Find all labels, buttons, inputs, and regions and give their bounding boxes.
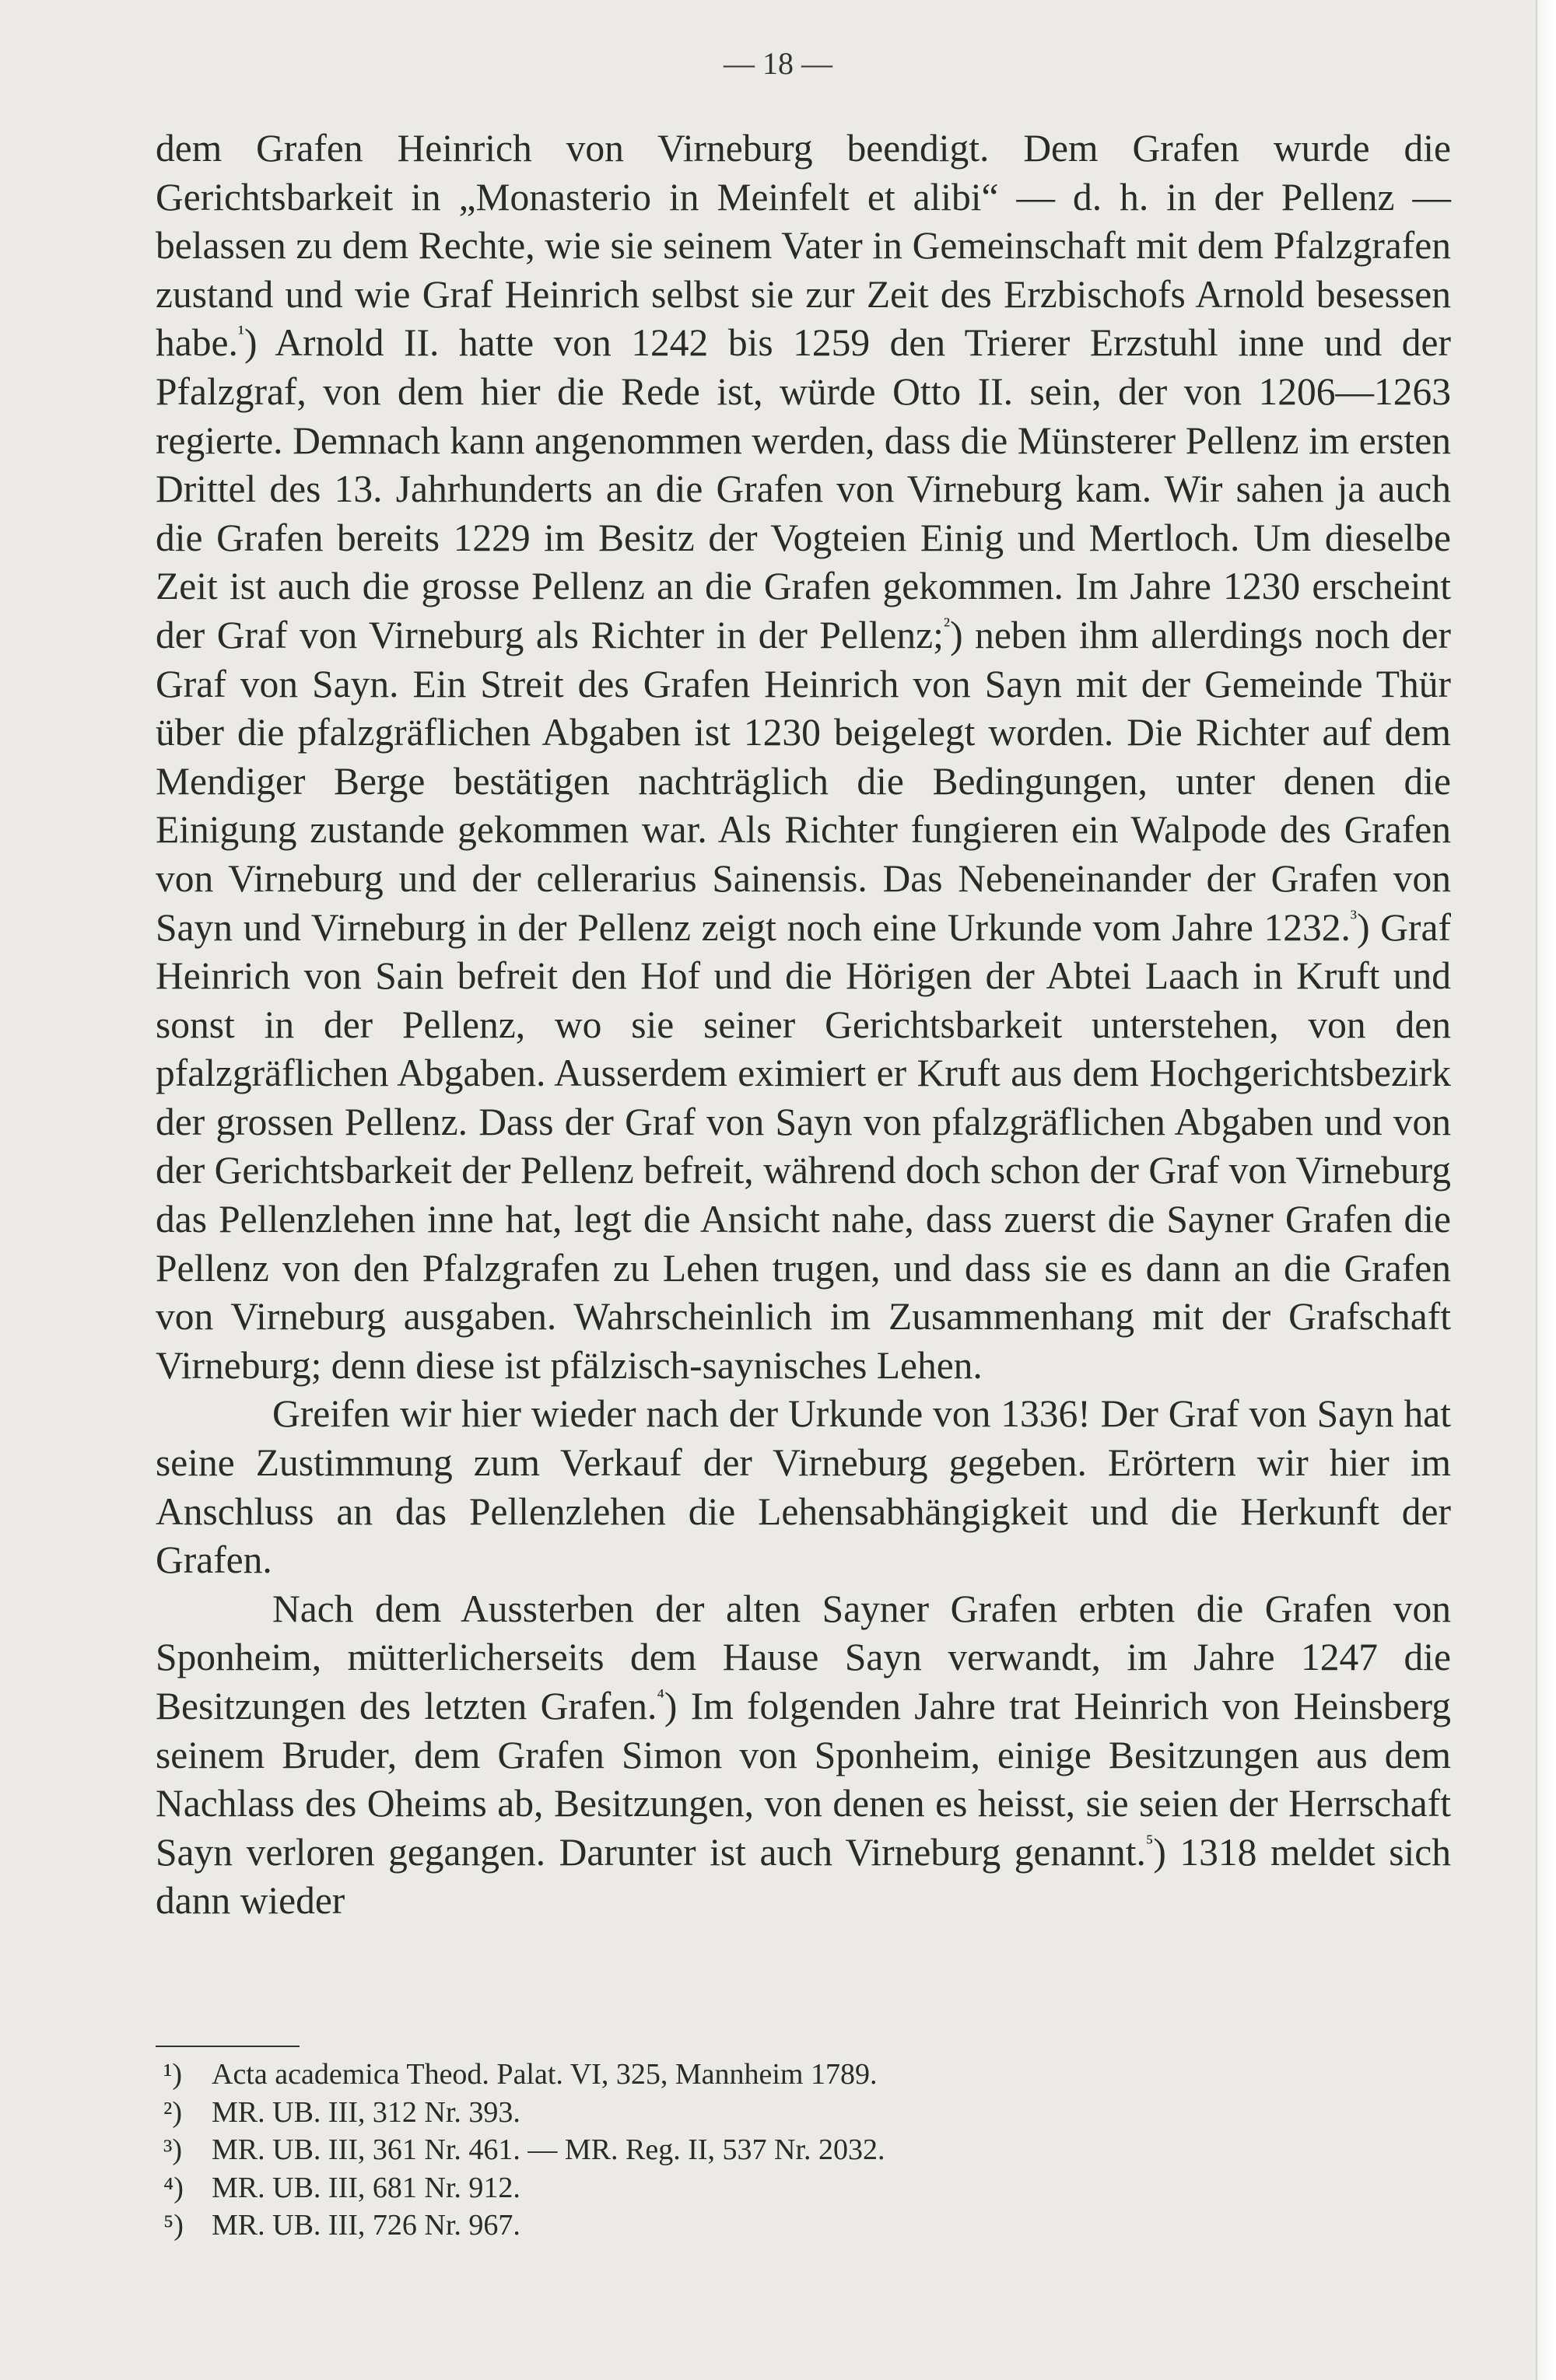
footnote-ref[interactable]: ³ bbox=[1350, 905, 1358, 929]
footnotes bbox=[163, 2056, 1456, 2245]
footnote bbox=[163, 2169, 1456, 2207]
footnote bbox=[163, 2094, 1456, 2132]
footnote-ref[interactable]: ⁴ bbox=[657, 1684, 664, 1708]
text-run: ) Graf Heinrich von Sain befreit den Hof und die Hörigen der Abtei Laach in Kruft und sonst in der Pellenz, wo sie seiner Gerichtsbarkeit unterstehen, von den pfalzgräflichen Abgaben. Ausserdem eximiert er Kruft aus dem Hochgerichtsbezirk der grossen Pellenz. Dass der Graf von Sayn von pfalzgräflichen Abgaben und von der Gerichtsbarkeit der Pellenz befreit, während doch schon der Graf von Virneburg das Pellenzlehen inne hat, legt die Ansicht nahe, dass zuerst die Sayner Grafen die Pellenz von den Pfalzgrafen zu Lehen trugen, und dass sie es dann an die Grafen von Virneburg ausgaben. Wahrscheinlich im Zusammenhang mit der Grafschaft Virneburg; denn diese ist pfälzisch-saynisches Lehen. bbox=[156, 905, 1451, 1387]
footnote bbox=[163, 2131, 1456, 2169]
footnote-text: MR. UB. III, 312 Nr. 393. bbox=[212, 2095, 520, 2129]
text-run: dem Grafen Heinrich von Virneburg beendigt. Dem Grafen wurde die Gerichtsbarkeit in „Monasterio in Meinfelt et alibi“ — d. h. in der Pellenz — belassen zu dem Rechte, wie sie seinem Vater in Gemeinschaft mit dem Pfalzgrafen zustand und wie Graf Heinrich selbst sie zur Zeit des Erzbischofs Arnold besessen habe. bbox=[156, 127, 1451, 365]
footnote-text: MR. UB. III, 726 Nr. 967. bbox=[212, 2209, 520, 2242]
footnote bbox=[163, 2207, 1456, 2245]
footnote-divider bbox=[156, 2046, 300, 2047]
text-run: ) neben ihm allerdings noch der Graf von Sayn. Ein Streit des Grafen Heinrich von Sayn mit der Gemeinde Thür über die pfalzgräflichen Abgaben ist 1230 beigelegt worden. Die Richter auf dem Mendiger Berge bestätigen nachträglich die Bedingungen, unter denen die Einigung zustande gekommen war. Als Richter fungieren ein Walpode des Grafen von Virneburg und der cellerarius Sainensis. Das Nebeneinander der Grafen von Sayn und Virneburg in der Pellenz zeigt noch eine Urkunde vom Jahre 1232. bbox=[156, 613, 1452, 949]
footnote-mark: ⁵) bbox=[163, 2209, 184, 2242]
paragraph bbox=[156, 1390, 1451, 1584]
footnote-text: MR. UB. III, 361 Nr. 461. — MR. Reg. II, 537 Nr. 2032. bbox=[212, 2133, 885, 2166]
footnote-mark: ³) bbox=[163, 2133, 183, 2166]
text-run: ) Arnold II. hatte von 1242 bis 1259 den Trierer Erzstuhl inne und der Pfalzgraf, von dem hier die Rede ist, würde Otto II. sein, der von 1206—1263 regierte. Demnach kann angenommen werden, dass die Münsterer Pellenz im ersten Drittel des 13. Jahrhunderts an die Grafen von Virneburg kam. Wir sahen ja auch die Grafen bereits 1229 im Besitz der Vogteien Einig und Mertloch. Um dieselbe Zeit ist auch die grosse Pellenz an die Grafen gekommen. Im Jahre 1230 erscheint der Graf von Virneburg als Richter in der Pellenz; bbox=[156, 321, 1451, 656]
paragraph bbox=[156, 124, 1451, 1390]
text-run: ) Im folgenden Jahre trat Heinrich von Heinsberg seinem Bruder, dem Grafen Simon von Sponheim, einige Besitzungen aus dem Nachlass des Oheims ab, Besitzungen, von denen es heisst, sie seien der Herrschaft Sayn verloren gegangen. Darunter ist auch Virneburg genannt. bbox=[156, 1685, 1451, 1874]
page-edge bbox=[1536, 0, 1556, 2380]
footnote bbox=[163, 2056, 1456, 2094]
page-number: — 18 — bbox=[724, 46, 832, 81]
footnote-text: MR. UB. III, 681 Nr. 912. bbox=[212, 2171, 520, 2204]
text-run: Greifen wir hier wieder nach der Urkunde von 1336! Der Graf von Sayn hat seine Zustimmung zum Verkauf der Virneburg gegeben. Erörtern wir hier im Anschluss an das Pellenzlehen die Lehensabhängigkeit und die Herkunft der Grafen. bbox=[156, 1392, 1451, 1582]
footnote-ref[interactable]: ¹ bbox=[237, 320, 244, 345]
body-text bbox=[156, 124, 1451, 1926]
footnote-mark: ¹) bbox=[163, 2058, 183, 2091]
footnote-text: Acta academica Theod. Palat. VI, 325, Mannheim 1789. bbox=[212, 2058, 878, 2091]
text-run: Nach dem Aussterben der alten Sayner Grafen erbten die Grafen von Sponheim, mütterlicherseits dem Hause Sayn verwandt, im Jahre 1247 die Besitzungen des letzten Grafen. bbox=[156, 1587, 1451, 1727]
text-run: ) 1318 meldet sich dann wieder bbox=[156, 1830, 1452, 1923]
footnote-ref[interactable]: ² bbox=[943, 613, 951, 637]
paragraph bbox=[156, 1585, 1451, 1926]
footnote-mark: ⁴) bbox=[163, 2171, 184, 2204]
footnote-ref[interactable]: ⁵ bbox=[1145, 1830, 1154, 1854]
footnote-mark: ²) bbox=[163, 2095, 183, 2129]
